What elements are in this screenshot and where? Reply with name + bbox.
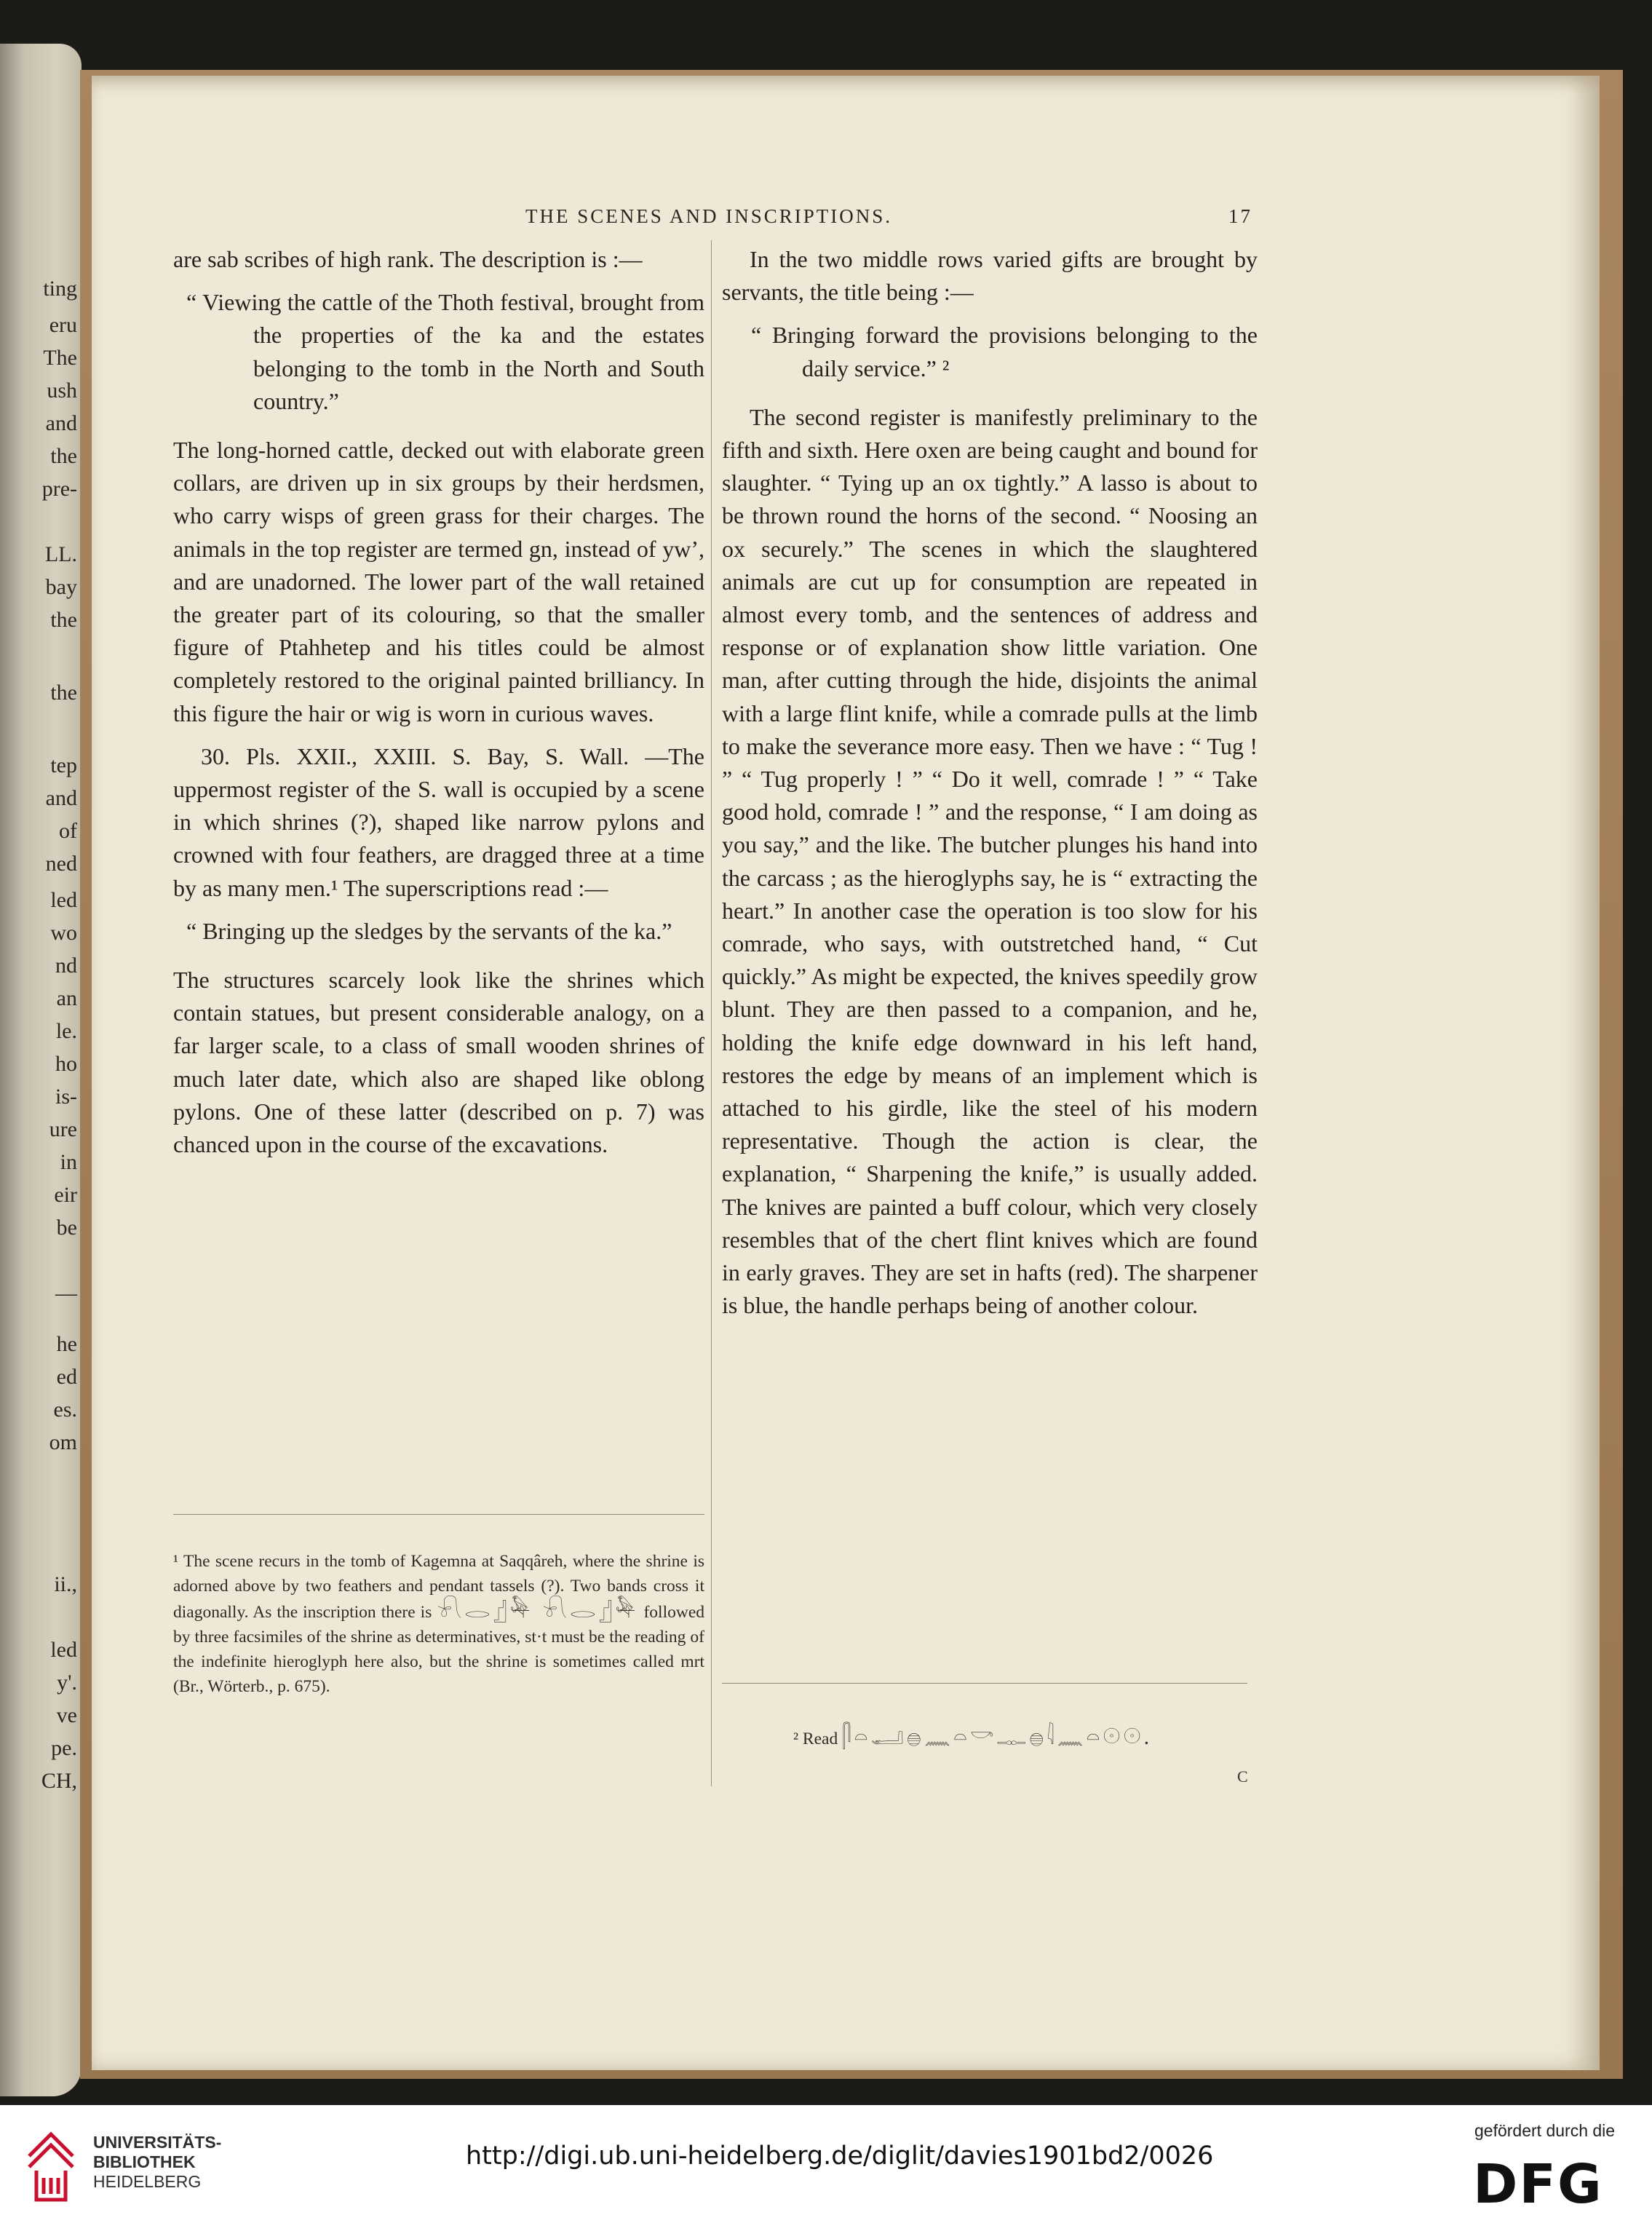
facing-page-fragment: LL. (44, 542, 77, 566)
university-library-logo-icon (22, 2127, 79, 2207)
dfg-logo: DFG (1473, 2153, 1603, 2216)
facing-page-fragment: of (59, 819, 77, 843)
facing-page-fragment: The (43, 346, 77, 370)
footnote-2 (793, 1725, 1259, 1751)
facing-page-fragment: wo (50, 921, 77, 945)
paragraph: The second register is manifestly preliminary to the fifth and sixth. Here oxen are being caught and bound for slaughter. “ Tying up an ox tightly.” A lasso is about to be thrown round the horns of the second. “ Noosing an ox securely.” The scenes in which the slaughtered animals are cut up for consumption are repeated in almost every tomb, and the sentences of address and response or of explanation show little variation. One man, after cutting through the hide, disjoints the animal with a large flint knife, while a comrade pulls at the limb to make the severance more easy. Then we have : “ Tug ! ” “ Tug properly ! ” “ Do it well, comrade ! ” “ Take good hold, comrade ! ” and the response, “ I am doing as you say,” and the like. The butcher plunges his hand into the carcass ; as the hieroglyphs say, he is “ extracting the heart.” In another case the operation is too slow for his comrade, who says, with outstretched hand, “ Cut quickly.” As might be expected, the knives speedily grow blunt. They are then passed to a companion, and he, holding the knife edge downward in his left hand, restores the edge by means of an implement which is attached to his girdle, like the steel of his modern representative. Though the action is clear, the explanation, “ Sharpening the knife,” is usually added. The knives are painted a buff colour, which very closely resembles that of the chert flint knives which are found in early graves. They are set in hafts (red). The sharpener is blue, the handle perhaps being of another colour. (722, 403, 1258, 1319)
page-number: 17 (1228, 205, 1252, 227)
facing-page-fragment: CH, (41, 1769, 77, 1793)
facing-page-fragment: om (49, 1430, 77, 1454)
facing-page-fragment: pe. (51, 1736, 77, 1760)
facing-page-fragment: bay (45, 575, 77, 599)
quotation: “ Bringing forward the provisions belonging to the daily service.” ² (751, 322, 1258, 381)
digitization-banner (0, 2105, 1652, 2223)
facing-page-fragment: ush (47, 379, 77, 403)
footnote-text: followed by three facsimiles of the shrine as determinatives, st·t must be the reading of the indefinite hieroglyph here also, but the shrine is sometimes called mrt (Br., Wörterb., p. 675). (173, 1603, 705, 1696)
funder-caption: gefördert durch die (1474, 2121, 1616, 2140)
facing-page-fragment: le. (55, 1019, 77, 1043)
footnote-1 (173, 1549, 704, 1699)
facing-page-fragment: be (56, 1216, 77, 1240)
paragraph: The long-horned cattle, decked out with elaborate green collars, are driven up in six groups by their herdsmen, who carry wisps of green grass for their charges. The animals in the top register are termed gn, instead of yw’, and are unadorned. The lower part of the wall retained the greater part of its colouring, so that the smaller figure of Ptahhetep and his titles could be almost completely restored to the original painted brilliancy. In this figure the hair or wig is worn in curious waves. (173, 437, 704, 726)
facing-page-fragment: and (45, 786, 77, 810)
paragraph: are sab scribes of high rank. The description is :— (173, 246, 643, 272)
facing-page-fragment: eir (54, 1183, 77, 1207)
facing-page-fragment: an (56, 986, 77, 1010)
hieroglyph-group: 𓍯𓂋𓊨𓅆 𓍯𓂋𓊨𓅆 (437, 1598, 639, 1622)
signature-mark: C (1237, 1767, 1248, 1786)
facing-page-fragment: ii., (54, 1572, 77, 1596)
left-text-column (173, 243, 704, 1171)
facing-page-fragment: y'. (57, 1671, 77, 1695)
facing-page-fragment: es. (53, 1398, 77, 1422)
facing-page-fragment: the (50, 444, 77, 468)
facing-page-fragment: pre- (41, 477, 77, 501)
source-url-link[interactable]: http://digi.ub.uni-heidelberg.de/diglit/davies1901bd2/0026 (466, 2141, 1214, 2171)
quotation: “ Bringing up the sledges by the servants of the ka.” (186, 917, 672, 944)
left-facing-page-edge (0, 44, 82, 2096)
hieroglyph-group: 𓋴𓏏𓂝𓐍𓈖𓏏𓎡𓊃𓐍𓇋𓈖𓏏𓇳𓇳. (842, 1725, 1153, 1749)
facing-page-fragment: the (50, 681, 77, 705)
paragraph: The structures scarcely look like the shrines which contain statues, but present considerable analogy, on a far larger scale, to a class of small wooden shrines of much later date, which also are shaped like oblong pylons. One of these latter (described on p. 7) was chanced upon in the course of the excavations. (173, 967, 704, 1158)
right-text-column (722, 243, 1258, 1333)
footnote-text: ¹ The scene recurs in the tomb of Kagemna at Saqqâreh, where the shrine is adorned above by two feathers and pendant tassels (?). Two bands cross it diagonally. As the inscription there is (173, 1552, 704, 1622)
facing-page-fragment: nd (55, 954, 77, 978)
facing-page-fragment: tep (50, 753, 77, 777)
facing-page-fragment: and (45, 411, 77, 435)
facing-page-fragment: in (60, 1150, 77, 1174)
facing-page-fragment: eru (49, 313, 77, 337)
paragraph: In the two middle rows varied gifts are brought by servants, the title being :— (722, 246, 1258, 306)
library-name-line: BIBLIOTHEK (93, 2152, 196, 2171)
facing-page-fragment: ed (56, 1365, 77, 1389)
facing-page-fragment: — (55, 1281, 77, 1305)
column-divider (711, 240, 712, 1786)
library-name-line: UNIVERSITÄTS- (93, 2133, 222, 2152)
library-name (93, 2133, 221, 2192)
facing-page-fragment: ned (45, 852, 77, 876)
quotation: “ Viewing the cattle of the Thoth festival, brought from the properties of the ka and the estates belonging to the tomb in the North and South country.” (186, 289, 704, 414)
facing-page-fragment: he (56, 1332, 77, 1356)
facing-page-fragment: is- (55, 1085, 77, 1109)
footnote-rule (173, 1514, 704, 1515)
facing-page-fragment: ho (55, 1052, 77, 1076)
facing-page-fragment: led (50, 888, 77, 912)
facing-page-fragment: ve (56, 1703, 77, 1727)
facing-page-fragment: ure (49, 1117, 77, 1141)
running-head: THE SCENES AND INSCRIPTIONS. (525, 205, 893, 227)
footnote-label: ² Read (793, 1729, 838, 1748)
facing-page-fragment: the (50, 608, 77, 632)
facing-page-fragment: ting (43, 277, 77, 301)
library-name-line: HEIDELBERG (93, 2172, 202, 2191)
facing-page-fragment: led (50, 1638, 77, 1662)
footnote-rule (722, 1683, 1247, 1684)
section-30-paragraph: 30. Pls. XXII., XXIII. S. Bay, S. Wall. —The uppermost register of the S. wall is occupied by a scene in which shrines (?), shaped like narrow pylons and crowned with four feathers, are dragged three at a time by as many men.¹ The superscriptions read :— (173, 742, 704, 901)
